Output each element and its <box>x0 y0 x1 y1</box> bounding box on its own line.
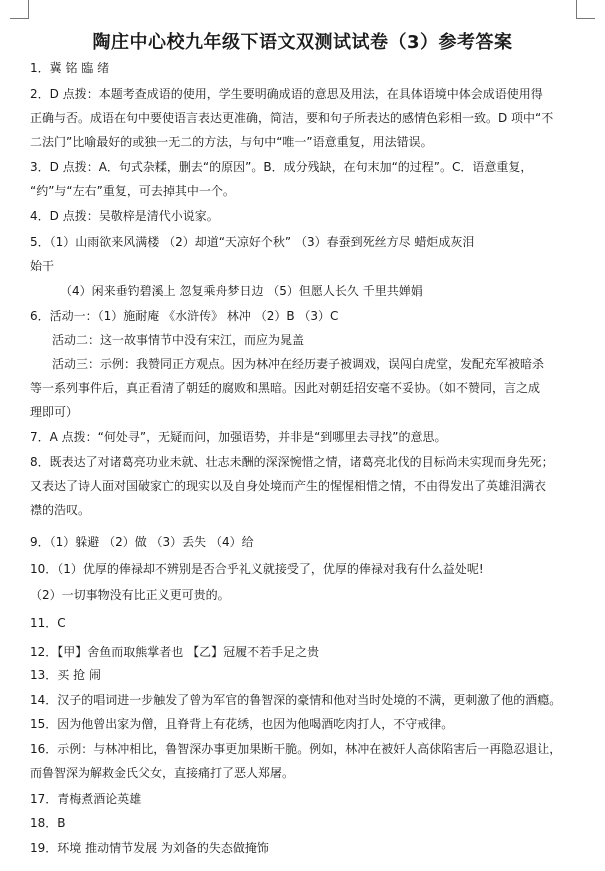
answer-2-line-2: 正确与否。成语在句中要使语言表达更准确，简洁，要和句子所表达的感情色彩相一致。D 项中“不 <box>30 111 554 125</box>
crop-mark-top-left <box>10 0 29 19</box>
answer-8-line-1: 8．既表达了对诸葛亮功业未就、壮志未酬的深深惋惜之情，诸葛亮北伐的目标尚未实现而身先死； <box>30 455 554 469</box>
answer-16-line-1: 16．示例：与林冲相比，鲁智深办事更加果断干脆。例如，林冲在被奸人高俅陷害后一再隐忍退让， <box>30 742 562 756</box>
answer-6-activity-2: 活动二：这一故事情节中没有宋江，而应为晁盖 <box>52 333 305 347</box>
answer-8-line-2: 又表达了诗人面对国破家亡的现实以及自身处境而产生的惺惺相惜之情，不由得发出了英雄泪满衣 <box>30 479 547 493</box>
answer-3-line-2: “约”与“左右”重复，可去掉其中一个。 <box>30 184 235 198</box>
answer-19: 19．环境 推动情节发展 为刘备的失态做掩饰 <box>30 841 269 855</box>
answer-5-line-1: 5．（1）山雨欲来风满楼 （2）却道“天凉好个秋” （3）春蚕到死丝方尽 蜡炬成灰泪 <box>30 235 475 249</box>
answer-6-activity-3-line-3: 理即可） <box>30 405 79 419</box>
answer-2-line-1: 2．D 点拨：本题考查成语的使用，学生要明确成语的意思及用法，在具体语境中体会成语使用得 <box>30 87 543 101</box>
answer-2-line-3: 二法门”比喻最好的或独一无二的方法，与句中“唯一”语意重复，用法错误。 <box>30 135 433 149</box>
answer-8-line-3: 襟的浩叹。 <box>30 503 91 517</box>
answer-12: 12．【甲】舍鱼而取熊掌者也 【乙】冠履不若手足之贵 <box>30 645 320 659</box>
answer-15: 15．因为他曾出家为僧，且脊背上有花绣，也因为他喝酒吃肉打人，不守戒律。 <box>30 717 454 731</box>
answer-4: 4．D 点拨：吴敬梓是清代小说家。 <box>30 209 219 223</box>
answer-13: 13．买 抢 闹 <box>30 668 101 682</box>
answer-6-activity-3-line-2: 等一系列事件后，真正看清了朝廷的腐败和黑暗。因此对朝廷招安毫不妥协。（如不赞同，言之成 <box>30 381 541 395</box>
answer-11: 11．C <box>30 616 66 630</box>
answer-7: 7．A 点拨：“何处寻”，无疑而问，加强语势，并非是“到哪里去寻找”的意思。 <box>30 430 447 444</box>
answer-17: 17．青梅煮酒论英雄 <box>30 792 142 806</box>
answer-5-line-3: （4）闲来垂钓碧溪上 忽复乘舟梦日边 （5）但愿人长久 千里共婵娟 <box>60 284 423 298</box>
answer-18: 18．B <box>30 816 66 830</box>
answer-5-line-2: 始干 <box>30 259 55 273</box>
answer-9: 9．（1）躲避 （2）做 （3）丢失 （4）给 <box>30 535 254 549</box>
answer-3-line-1: 3．D 点拨：A．句式杂糅，删去“的原因”。B．成分残缺，在句末加“的过程”。C．语意重复， <box>30 160 533 174</box>
crop-mark-top-right <box>576 0 595 19</box>
answer-14: 14．汉子的唱词进一步触发了曾为军官的鲁智深的豪情和他对当时处境的不满，更刺激了他的酒瘾。 <box>30 693 562 707</box>
page-title: 陶庄中心校九年级下语文双测试试卷（3）参考答案 <box>92 32 513 53</box>
answer-10-part-1: 10．（1）优厚的俸禄却不辨别是否合乎礼义就接受了，优厚的俸禄对我有什么益处呢! <box>30 562 484 576</box>
answer-6-activity-1: 6．活动一：（1）施耐庵 《水浒传》 林冲 （2）B （3）C <box>30 309 339 323</box>
answer-10-part-2: （2）一切事物没有比正义更可贵的。 <box>30 588 230 602</box>
answer-16-line-2: 而鲁智深为解救金氏父女，直接痛打了恶人郑屠。 <box>30 766 295 780</box>
answer-6-activity-3-line-1: 活动三：示例：我赞同正方观点。因为林冲在经历妻子被调戏，误闯白虎堂，发配充军被暗杀 <box>52 357 545 371</box>
answer-1: 1．冀 铭 臨 绪 <box>30 61 110 75</box>
